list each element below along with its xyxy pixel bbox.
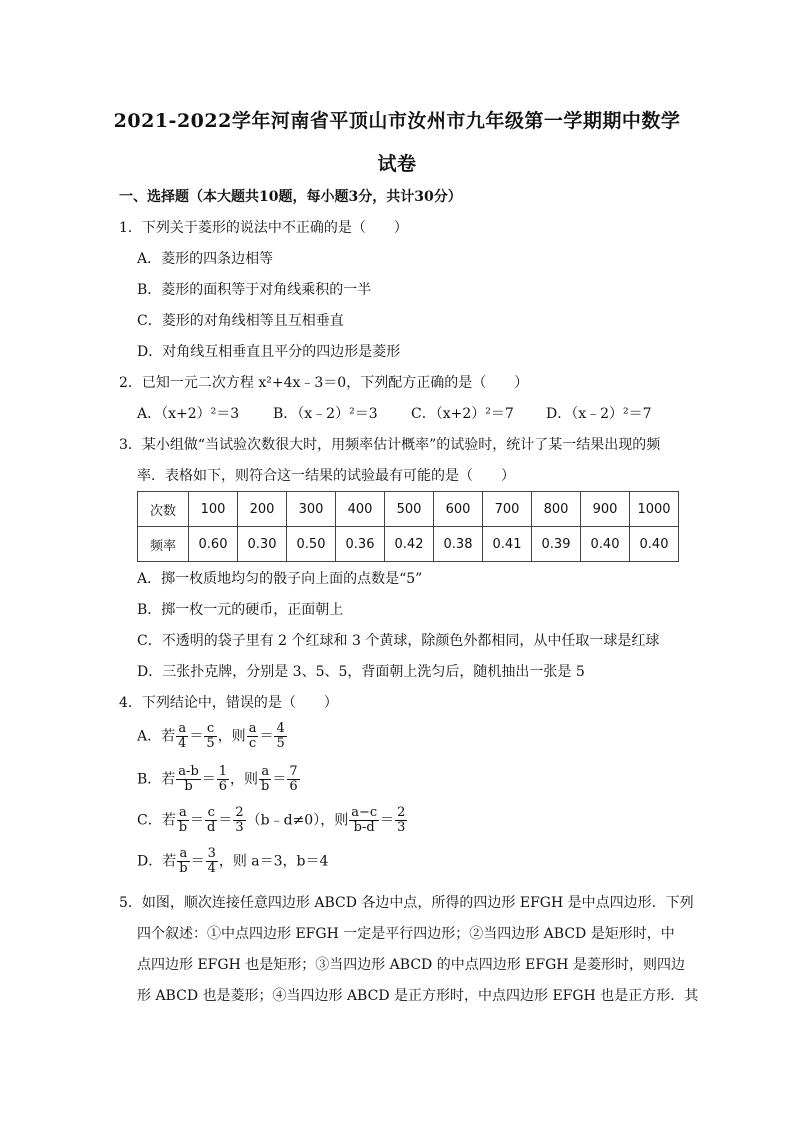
equals-sign: ＝ <box>190 812 205 829</box>
denominator: d <box>207 820 216 835</box>
fraction <box>177 847 189 876</box>
q5-line1: 5．如图，顺次连接任意四边形 ABCD 各边中点，所得的四边形 EFGH 是中点四边形．下列 <box>119 895 694 911</box>
numerator: 2 <box>397 805 406 820</box>
q2-option-b: B．（x﹣2）²＝3 <box>273 406 378 422</box>
numerator: c <box>205 806 217 821</box>
q3-option-d: D．三张扑克牌，分别是 3、5、5，背面朝上洗匀后，随机抽出一张是 5 <box>137 664 585 680</box>
denominator: 3 <box>235 820 244 835</box>
equals-sign: ＝ <box>259 728 274 745</box>
denominator: 5 <box>276 736 285 751</box>
q4-stem: 4．下列结论中，错误的是（ ） <box>119 695 338 711</box>
fraction <box>204 722 216 751</box>
fraction <box>176 765 200 794</box>
q1-option-c: C．菱形的对角线相等且互相垂直 <box>137 313 344 329</box>
equals-sign: ＝ <box>190 853 205 870</box>
numerator: a <box>248 721 257 736</box>
then-text: ，则 <box>230 771 259 788</box>
q3-stem-line1: 3．某小组做“当试验次数很大时，用频率估计概率”的试验时，统计了某一结果出现的频 <box>119 437 661 453</box>
fraction <box>233 806 245 835</box>
denominator: c <box>248 736 257 751</box>
q5-line4: 形 ABCD 也是菱形；④当四边形 ABCD 是正方形时，中点四边形 EFGH 也是正方形．其 <box>137 988 699 1004</box>
numerator: a−c <box>351 805 378 820</box>
denominator: 3 <box>397 820 406 835</box>
numerator: 2 <box>235 805 244 820</box>
numerator: 7 <box>289 764 298 779</box>
q4-option-a <box>137 722 288 751</box>
q4-option-b <box>137 765 301 794</box>
table-row-label: 频率 <box>138 527 189 562</box>
table-cell: 300 <box>287 492 336 527</box>
equals-sign: ＝ <box>218 812 233 829</box>
frequency-table <box>137 491 679 562</box>
table-cell: 100 <box>189 492 238 527</box>
conclusion-text: ，则 a＝3，b＝4 <box>218 853 329 870</box>
section-heading: 一、选择题（本大题共10题，每小题3分，共计30分） <box>119 189 462 205</box>
fraction <box>206 847 218 876</box>
condition-text: （b﹣d≠0），则 <box>246 812 349 829</box>
table-cell: 500 <box>385 492 434 527</box>
table-cell: 600 <box>434 492 483 527</box>
q1-stem: 1．下列关于菱形的说法中不正确的是（ ） <box>119 220 408 236</box>
numerator: a <box>177 806 189 821</box>
numerator: 4 <box>276 721 285 736</box>
table-row-frequencies <box>138 527 679 562</box>
denominator: 5 <box>206 736 215 751</box>
q5-line2: 四个叙述：①中点四边形 EFGH 一定是平行四边形；②当四边形 ABCD 是矩形时，中 <box>137 926 675 942</box>
q2-option-d: D．（x﹣2）²＝7 <box>546 406 652 422</box>
fraction <box>176 722 188 751</box>
table-row-counts <box>138 492 679 527</box>
option-prefix: D．若 <box>137 853 177 870</box>
table-cell: 200 <box>238 492 287 527</box>
table-cell: 900 <box>581 492 630 527</box>
denominator: 4 <box>178 736 187 751</box>
q4-option-c <box>137 806 408 835</box>
fraction <box>395 806 407 835</box>
numerator: a-b <box>178 764 199 779</box>
q3-stem-line2: 率．表格如下，则符合这一结果的试验最有可能的是（ ） <box>137 468 515 484</box>
numerator: a <box>177 847 189 862</box>
table-cell: 0.40 <box>630 527 679 562</box>
table-cell: 0.39 <box>532 527 581 562</box>
denominator: b <box>179 861 188 876</box>
option-prefix: A．若 <box>137 728 176 745</box>
fraction <box>287 765 299 794</box>
denominator: 6 <box>289 779 298 794</box>
table-cell: 400 <box>336 492 385 527</box>
numerator: a <box>176 722 188 737</box>
denominator: b <box>178 820 188 835</box>
numerator: 1 <box>218 764 228 779</box>
numerator: a <box>259 765 271 780</box>
q3-option-b: B．掷一枚一元的硬币，正面朝上 <box>137 602 344 618</box>
exam-title-line1: 2021-2022学年河南省平顶山市汝州市九年级第一学期期中数学 <box>113 110 681 132</box>
table-cell: 0.42 <box>385 527 434 562</box>
table-cell: 0.30 <box>238 527 287 562</box>
table-cell: 700 <box>483 492 532 527</box>
q5-line3: 点四边形 EFGH 也是矩形；③当四边形 ABCD 的中点四边形 EFGH 是菱形时，则四边 <box>137 957 685 973</box>
denominator: 6 <box>218 779 228 794</box>
table-cell: 1000 <box>630 492 679 527</box>
table-row-label: 次数 <box>138 492 189 527</box>
fraction <box>274 722 286 751</box>
equals-sign: ＝ <box>201 771 216 788</box>
numerator: c <box>204 722 216 737</box>
numerator: 3 <box>207 846 216 861</box>
denominator: b <box>184 779 193 794</box>
table-cell: 0.41 <box>483 527 532 562</box>
fraction <box>349 806 379 835</box>
table-cell: 0.40 <box>581 527 630 562</box>
option-prefix: C．若 <box>137 812 176 829</box>
denominator: b <box>261 779 270 794</box>
fraction <box>259 765 271 794</box>
fraction <box>247 722 259 751</box>
then-text: ，则 <box>217 728 246 745</box>
q2-option-a: A．（x+2）²＝3 <box>137 406 240 422</box>
table-cell: 0.36 <box>336 527 385 562</box>
q1-option-a: A．菱形的四条边相等 <box>137 251 274 267</box>
fraction <box>177 806 189 835</box>
table-cell: 0.60 <box>189 527 238 562</box>
denominator: b-d <box>353 820 375 835</box>
fraction <box>217 765 229 794</box>
fraction <box>205 806 217 835</box>
q2-option-c: C．（x+2）²＝7 <box>411 406 514 422</box>
table-cell: 800 <box>532 492 581 527</box>
q3-option-c: C．不透明的袋子里有 2 个红球和 3 个黄球，除颜色外都相同，从中任取一球是红球 <box>137 633 660 649</box>
q4-option-d <box>137 847 328 876</box>
exam-title-line2: 试卷 <box>377 153 417 175</box>
denominator: 4 <box>207 861 216 876</box>
equals-sign: ＝ <box>380 812 395 829</box>
table-cell: 0.38 <box>434 527 483 562</box>
q1-option-b: B．菱形的面积等于对角线乘积的一半 <box>137 282 372 298</box>
q3-option-a: A．掷一枚质地均匀的骰子向上面的点数是“5” <box>137 571 423 587</box>
equals-sign: ＝ <box>189 728 204 745</box>
table-cell: 0.50 <box>287 527 336 562</box>
equals-sign: ＝ <box>272 771 287 788</box>
option-prefix: B．若 <box>137 771 176 788</box>
q1-option-d: D．对角线互相垂直且平分的四边形是菱形 <box>137 344 401 360</box>
q2-stem: 2．已知一元二次方程 x²+4x﹣3＝0，下列配方正确的是（ ） <box>119 375 529 391</box>
